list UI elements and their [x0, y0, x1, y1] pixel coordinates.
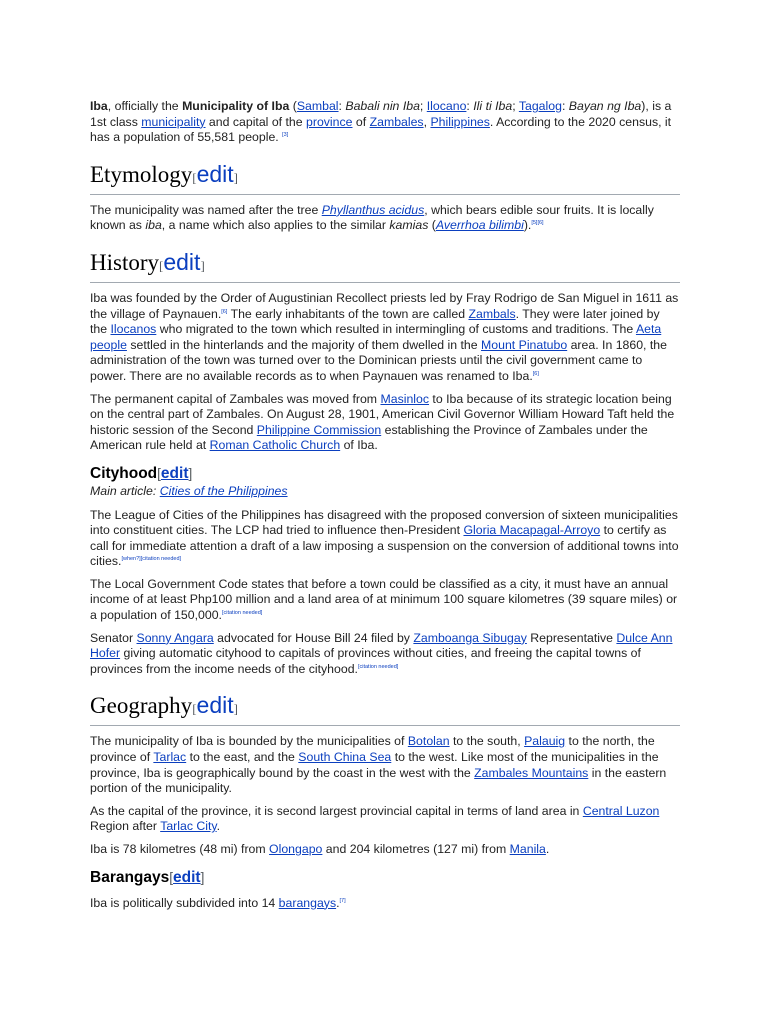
text-run: to Iba because of its strategic location being on the central part of Zambales. On August 28, 1901, American Civil Governor William Howard Taft held the historic session of the Second — [90, 391, 675, 437]
paragraph — [90, 734, 680, 796]
paragraph — [90, 508, 680, 570]
text-run: As the capital of the province, it is second largest provincial capital in terms of land area in — [90, 803, 583, 818]
etymology-paragraph: The municipality was named after the tree Phyllanthus acidus, which bears edible sour fruits. It is locally known as iba, a name which also applies to the similar kamias (Averrhoa bilimbi).[5][6] — [90, 202, 654, 233]
link-philippines[interactable]: Philippines — [430, 114, 490, 129]
text-run: The Local Government Code states that before a town could be classified as a city, it must have an annual income of at least Php100 million and a land area of at minimum 100 square kilometres (39 square miles) or a population of 150,000. — [90, 576, 678, 623]
link-tagalog[interactable]: Tagalog — [518, 99, 562, 113]
paragraph — [90, 842, 680, 858]
link-mount-pinatubo[interactable]: Mount Pinatubo — [481, 337, 568, 352]
paragraph — [90, 896, 680, 912]
cityhood-body — [90, 508, 680, 678]
text-run: to the west. Like most of the municipalities in the province, Iba is geographically bound by the coast in the west with the — [90, 750, 659, 780]
text-run: Representative — [526, 630, 617, 645]
link-zamboanga-sibugay[interactable]: Zamboanga Sibugay — [413, 630, 527, 645]
paragraph — [90, 804, 680, 835]
link-averrhoa-bilimbi[interactable]: Averrhoa bilimbi — [435, 218, 524, 233]
heading-history: History[edit] — [90, 248, 680, 283]
article-content — [90, 99, 680, 911]
edit-link-etymology[interactable]: edit — [196, 160, 234, 187]
heading-barangays: Barangays[edit] — [90, 868, 205, 886]
text-run: . — [216, 819, 221, 834]
text-run: Iba is politically subdivided into 14 — [90, 895, 279, 910]
history-body — [90, 291, 680, 454]
text-run: and 204 kilometres (127 mi) from — [322, 842, 510, 856]
link-ilocano[interactable]: Ilocano — [426, 99, 467, 113]
link-masinloc[interactable]: Masinloc — [380, 391, 430, 406]
link-dulce-ann-hofer[interactable]: Dulce Ann Hofer — [90, 630, 673, 661]
link-aeta-people[interactable]: Aeta people — [90, 322, 662, 352]
link-olongapo[interactable]: Olongapo — [269, 842, 323, 856]
text-run: to the east, and the — [186, 750, 299, 765]
text-run: . — [336, 895, 340, 910]
reference-marker[interactable]: [6] — [532, 370, 539, 377]
reference-marker[interactable]: [citation needed] — [221, 609, 263, 616]
reference-marker[interactable]: [when?][citation needed] — [121, 556, 182, 563]
link-central-luzon[interactable]: Central Luzon — [582, 803, 660, 818]
link-ilocanos[interactable]: Ilocanos — [110, 322, 157, 337]
heading-geography: Geography[edit] — [90, 691, 680, 726]
text-run: Iba was founded by the Order of Augustinian Recollect priests led by Fray Rodrigo de San Miguel in 1611 as the village of Paynauen. — [90, 290, 679, 321]
link-zambals[interactable]: Zambals — [468, 306, 516, 321]
text-run: area. In 1860, the administration of the town was turned over to the Dominican priests until the civil government came to power. There are no available records as to when Paynauen was renamed to Iba. — [90, 337, 667, 383]
main-article-hatnote: Main article: Cities of the Philippines — [90, 483, 288, 498]
text-run: Senator — [90, 630, 137, 645]
text-run: . They were later joined by the — [90, 306, 660, 337]
link-palauig[interactable]: Palauig — [524, 734, 566, 749]
reference-marker[interactable]: [6] — [221, 308, 228, 315]
link-manila[interactable]: Manila — [509, 842, 546, 856]
text-run: The League of Cities of the Philippines has disagreed with the proposed conversion of sixteen municipalities into constituent cities. The LCP had tried to influence then-President — [90, 507, 678, 538]
text-run: Iba is 78 kilometres (48 mi) from — [90, 842, 270, 856]
text-run: Region after — [90, 819, 161, 834]
link-botolan[interactable]: Botolan — [407, 734, 450, 749]
paragraph — [90, 291, 680, 385]
paragraph — [90, 631, 680, 678]
edit-link-cityhood[interactable]: edit — [160, 464, 189, 482]
barangays-body — [90, 896, 680, 912]
link-province[interactable]: province — [306, 114, 353, 129]
official-name: Municipality of Iba — [182, 99, 290, 113]
text-run: . — [545, 842, 550, 856]
link-gloria-macapagal-arroyo[interactable]: Gloria Macapagal-Arroyo — [463, 523, 601, 538]
link-tarlac[interactable]: Tarlac — [153, 750, 187, 765]
link-phyllanthus-acidus[interactable]: Phyllanthus acidus — [321, 202, 425, 217]
text-run: settled in the hinterlands and the majority of them dwelled in the — [126, 337, 482, 352]
link-cities-of-the-philippines[interactable]: Cities of the Philippines — [159, 483, 288, 498]
reference-marker[interactable]: [7] — [339, 897, 346, 904]
link-south-china-sea[interactable]: South China Sea — [298, 750, 392, 765]
link-municipality[interactable]: municipality — [141, 114, 206, 129]
text-run: of Iba. — [340, 438, 378, 453]
text-run: advocated for House Bill 24 filed by — [213, 630, 414, 645]
heading-etymology: Etymology[edit] — [90, 160, 680, 195]
link-roman-catholic-church[interactable]: Roman Catholic Church — [209, 438, 341, 453]
link-barangays[interactable]: barangays — [278, 895, 337, 910]
text-run: The municipality of Iba is bounded by the municipalities of — [90, 734, 408, 749]
text-run: giving automatic cityhood to capitals of provinces without cities, and freeing the capital towns of provinces from the income needs of the cityhood. — [90, 646, 641, 676]
link-zambales-mountains[interactable]: Zambales Mountains — [474, 765, 589, 780]
intro-paragraph: Iba, officially the Municipality of Iba (Sambal: Babali nin Iba; Ilocano: Ili ti Iba; Tagalog: Bayan ng Iba), is a 1st class municipality and capital of the province of Zambales, Philippines. According to the 2020 census, it has a population of 55,581 people. [3] — [90, 99, 672, 145]
paragraph — [90, 577, 680, 624]
text-run: The permanent capital of Zambales was moved from — [90, 391, 381, 406]
edit-link-geography[interactable]: edit — [196, 692, 234, 719]
reference-marker[interactable]: [5][6] — [531, 220, 544, 227]
link-sambal[interactable]: Sambal — [296, 99, 339, 113]
text-run: who migrated to the town which resulted in intermingling of customs and traditions. The — [156, 322, 636, 337]
text-run: to the south, — [449, 734, 525, 749]
text-run: The early inhabitants of the town are called — [227, 306, 469, 321]
link-tarlac-city[interactable]: Tarlac City — [160, 819, 217, 834]
edit-link-history[interactable]: edit — [163, 248, 201, 275]
link-zambales[interactable]: Zambales — [369, 114, 424, 129]
article-subject: Iba — [90, 99, 108, 113]
text-run: to the north, the province of — [90, 734, 655, 765]
text-run: establishing the Province of Zambales under the American rule held at — [90, 422, 648, 453]
paragraph — [90, 392, 680, 454]
link-philippine-commission[interactable]: Philippine Commission — [256, 422, 382, 437]
text-run: to certify as call for immediate attention a draft of a law imposing a suspension on the conversion of additional towns into cities. — [90, 523, 679, 569]
reference-marker[interactable]: [3] — [282, 132, 289, 139]
link-sonny-angara[interactable]: Sonny Angara — [136, 630, 214, 645]
edit-link-barangays[interactable]: edit — [173, 868, 201, 886]
geography-body — [90, 734, 680, 857]
text-run: in the eastern portion of the municipality. — [90, 765, 667, 796]
heading-cityhood: Cityhood[edit] — [90, 464, 193, 482]
reference-marker[interactable]: [citation needed] — [357, 663, 399, 670]
